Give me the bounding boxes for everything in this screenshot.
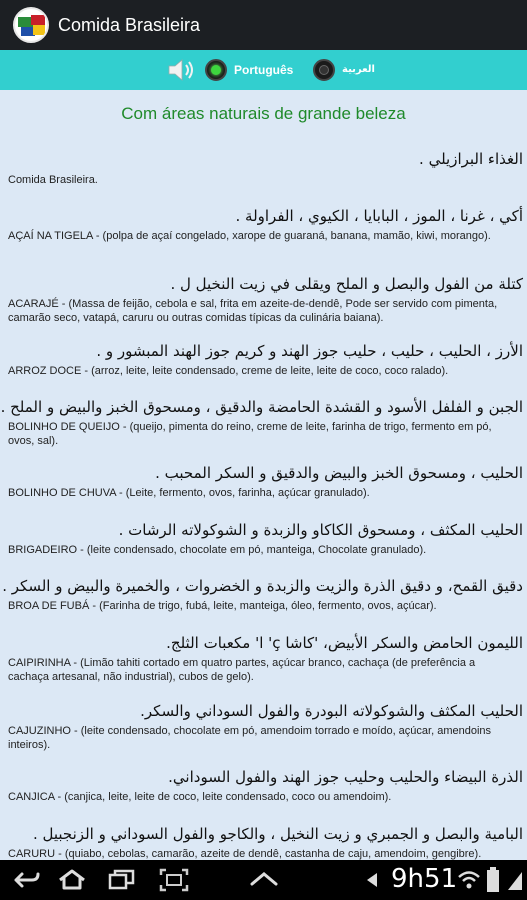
item-arabic: كتلة من الفول والبصل و الملح ويقلى في زيت النخيل ل . — [170, 275, 523, 293]
item-arabic: الحليب المكثف والشوكولاته البودرة والفول السوداني والسكر. — [140, 702, 523, 720]
item-portuguese: BOLINHO DE QUEIJO - (queijo, pimenta do reino, creme de leite, farinha de trigo, fermento em pó, ovos, sal). — [8, 421, 492, 447]
item-arabic: الجبن و الفلفل الأسود و القشدة الحامضة والدقيق ، ومسحوق الخبز والبيض و الملح . — [0, 398, 523, 416]
speaker-icon[interactable] — [166, 56, 196, 84]
list-item — [0, 150, 527, 187]
item-arabic: أكي ، غرنا ، الموز ، البابايا ، الكيوي ، الفراولة . — [235, 207, 523, 225]
item-arabic: الأرز ، الحليب ، حليب ، حليب جوز الهند و كريم جوز الهند المبشور و . — [96, 342, 523, 360]
battery-icon — [486, 866, 500, 894]
arabic-radio[interactable] — [313, 59, 335, 81]
item-portuguese: CANJICA - (canjica, leite, leite de coco, leite condensado, coco ou amendoim). — [8, 791, 392, 803]
signal-icon — [506, 868, 524, 892]
item-portuguese: CAIPIRINHA - (Limão tahiti cortado em quatro partes, açúcar branco, cachaça (de preferência a cachaça artesanal, não industrial), cubos de gelo). — [8, 657, 476, 683]
item-portuguese: CAJUZINHO - (leite condensado, chocolate em pó, amendoim torrado e moído, açúcar, amendoins inteiros). — [8, 725, 492, 751]
language-bar — [0, 50, 527, 90]
chevron-up-icon[interactable] — [248, 870, 280, 888]
recent-apps-icon[interactable] — [106, 868, 138, 892]
portuguese-label[interactable]: Português — [234, 63, 294, 77]
item-portuguese: ACARAJÉ - (Massa de feijão, cebola e sal, frita em azeite-de-dendê, Pode ser servido com pimenta, camarão seco, vatapá, caruru ou outras comidas típicas da culinária baiana). — [8, 298, 498, 324]
item-arabic: دقيق القمح، و دقيق الذرة والزيت والزبدة و الخضروات ، والخميرة والبيض و السكر . — [2, 577, 523, 595]
list-item — [0, 634, 527, 684]
portuguese-radio[interactable] — [205, 59, 227, 81]
page-heading: Com áreas naturais de grande beleza — [121, 104, 406, 123]
item-portuguese: BROA DE FUBÁ - (Farinha de trigo, fubá, leite, manteiga, óleo, fermento, ovos, açúcar). — [8, 600, 437, 612]
clock: 9h51 — [391, 864, 458, 894]
title-bar — [0, 0, 527, 50]
list-item — [0, 342, 527, 378]
notification-icon[interactable] — [364, 870, 384, 890]
arabic-label[interactable]: العربية — [342, 64, 375, 75]
home-icon[interactable] — [56, 868, 88, 892]
list-item — [0, 207, 527, 243]
back-icon[interactable] — [8, 868, 42, 892]
list-item — [0, 577, 527, 613]
content-scroll[interactable] — [0, 90, 527, 860]
item-arabic: الليمون الحامض والسكر الأبيض، 'كاشا ç' ا' مكعبات الثلج. — [166, 634, 523, 652]
list-item — [0, 768, 527, 804]
wifi-icon — [456, 868, 482, 892]
app-title: Comida Brasileira — [58, 14, 201, 35]
list-item — [0, 825, 527, 860]
item-arabic: الذرة البيضاء والحليب وحليب جوز الهند والفول السوداني. — [168, 768, 523, 786]
app-logo[interactable] — [13, 7, 49, 43]
list-item — [0, 275, 527, 325]
list-item — [0, 702, 527, 752]
list-item — [0, 398, 527, 448]
item-portuguese: BOLINHO DE CHUVA - (Leite, fermento, ovos, farinha, açúcar granulado). — [8, 487, 370, 499]
system-nav-bar — [0, 860, 527, 900]
screenshot-icon[interactable] — [157, 866, 191, 894]
item-arabic: الغذاء البرازيلي . — [419, 150, 523, 168]
item-portuguese: ARROZ DOCE - (arroz, leite, leite condensado, creme de leite, leite de coco, coco ralado). — [8, 365, 449, 377]
item-portuguese: BRIGADEIRO - (leite condensado, chocolate em pó, manteiga, Chocolate granulado). — [8, 544, 427, 556]
item-portuguese: Comida Brasileira. — [8, 174, 98, 186]
item-arabic: الحليب ، ومسحوق الخبز والبيض والدقيق و السكر المحبب . — [155, 464, 523, 482]
list-item — [0, 521, 527, 557]
item-arabic: الحليب المكثف ، ومسحوق الكاكاو والزبدة و الشوكولاته الرشات . — [118, 521, 523, 539]
item-arabic: البامية والبصل و الجمبري و زيت النخيل ، والكاجو والفول السوداني و الزنجبيل . — [32, 825, 523, 843]
item-portuguese: CARURU - (quiabo, cebolas, camarão, azeite de dendê, castanha de caju, amendoim, gengibre). — [8, 848, 482, 860]
item-portuguese: AÇAÍ NA TIGELA - (polpa de açaí congelado, xarope de guaraná, banana, mamão, kiwi, morango). — [8, 230, 491, 242]
list-item — [0, 464, 527, 500]
